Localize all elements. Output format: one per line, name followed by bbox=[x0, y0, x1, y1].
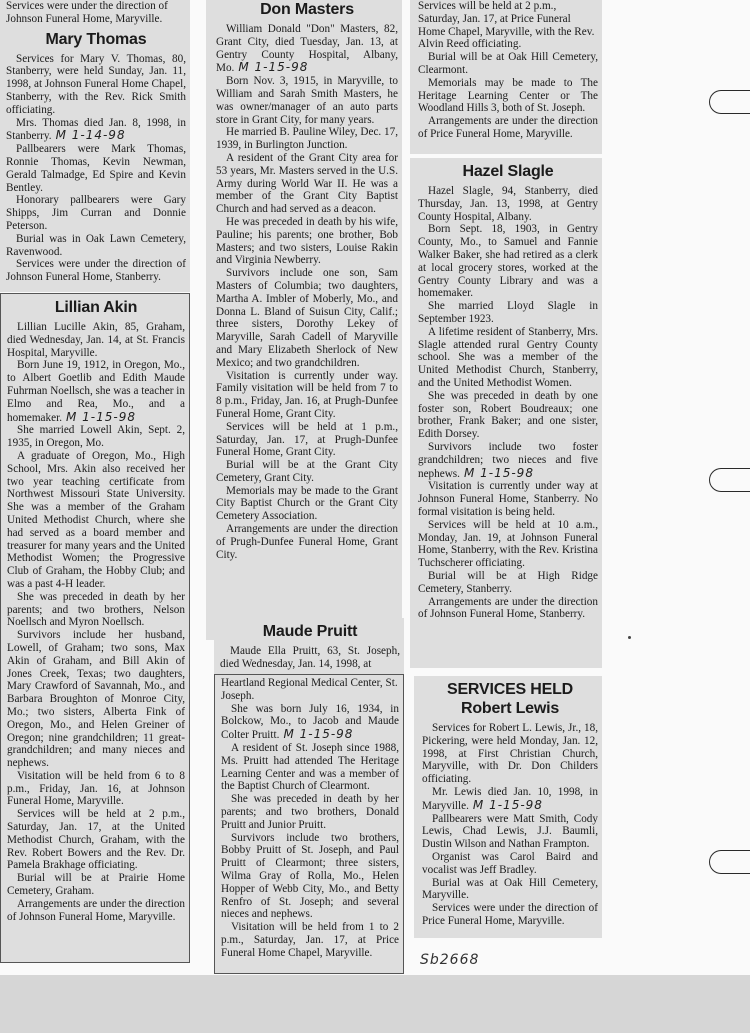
obit-paragraph: She was preceded in death by her parents; and two brothers, Donald Pruitt and Junior Pruitt. bbox=[221, 793, 399, 831]
obit-paragraph: William Donald "Don" Masters, 82, Grant City, died Tuesday, Jan. 13, at Gentry County Hospital, Albany, Mo. M 1-15-98 bbox=[216, 23, 398, 75]
obit-paragraph: Services will be held at 1 p.m., Saturday, Jan. 17, at Prugh-Dunfee Funeral Home, Grant City. bbox=[216, 420, 398, 459]
obit-paragraph: She married Lowell Akin, Sept. 2, 1935, in Oregon, Mo. bbox=[7, 424, 185, 450]
obituary-mary-thomas bbox=[0, 0, 190, 292]
obit-paragraph: A graduate of Oregon, Mo., High School, Mrs. Akin also received her two year teaching certificate from Northwest Missouri State University. She was a member of the Graham United Methodist Church, where she had served as a board member and treasurer for many years and the United Methodist Women; the Progressive Club of Graham, the Hobby Club; and was a past 4-H leader. bbox=[7, 449, 185, 590]
obit-paragraph: Memorials may be made to The Heritage Learning Center or The Woodland Hills 3, both of St. Joseph. bbox=[418, 76, 598, 115]
obit-paragraph: Born June 19, 1912, in Oregon, Mo., to Albert Goetlib and Edith Maude Fuhrman Noellsch, she was a teacher in Elmo and Rea, Mo., and a homemaker. M 1-15-98 bbox=[7, 359, 186, 424]
obit-paragraph: Memorials may be made to the Grant City Baptist Church or the Grant City Cemetery Association. bbox=[216, 484, 398, 523]
obit-paragraph: Maude Ella Pruitt, 63, St. Joseph, died Wednesday, Jan. 14, 1998, at bbox=[220, 645, 400, 670]
obit-paragraph: Arrangements are under the direction of Johnson Funeral Home, Maryville. bbox=[7, 897, 185, 923]
obit-paragraph: She was born July 16, 1934, in Bolckow, Mo., to Jacob and Maude Colter Pruitt. M 1-15-98 bbox=[221, 702, 399, 742]
obit-paragraph: Arrangements are under the direction of Prugh-Dunfee Funeral Home, Grant City. bbox=[216, 523, 398, 561]
obituary-heading: Mary Thomas bbox=[45, 30, 147, 48]
obituary-maude-pruitt-body bbox=[214, 674, 404, 974]
obit-paragraph: A lifetime resident of Stanberry, Mrs. Slagle attended rural Gentry County school. She was a member of the United Methodist Church, Stanberry, and the United Methodist Women. bbox=[418, 325, 598, 389]
obituary-robert-lewis bbox=[414, 676, 602, 938]
obit-paragraph: Born Sept. 18, 1903, in Gentry County, Mo., to Samuel and Fannie Walker Baker, she had retired as a clerk at local grocery stores, worked at the Gentry County Library and was a homemaker. bbox=[418, 223, 598, 300]
obit-paragraph: She was preceded in death by one foster son, Robert Boudreaux; one brother, Frank Baker; and one sister, Edith Dorsey. bbox=[418, 389, 598, 441]
handwritten-note: M 1-15-98 bbox=[463, 465, 534, 480]
obit-paragraph: Survivors include two brothers, Bobby Pruitt of St. Joseph, and Paul Pruitt of Clearmont; three sisters, Wilma Gray of Rolla, Mo., Helen Hopper of Webb City, Mo., and Betty Renfro of St. Joseph; and several nieces and nephews. bbox=[221, 831, 399, 921]
obit-paragraph: Born Nov. 3, 1915, in Maryville, to William and Sarah Smith Masters, he was owner/manager of an auto parts store in Grant City, for many years. bbox=[216, 75, 398, 126]
obit-paragraph: Services were under the direction of Johnson Funeral Home, Stanberry. bbox=[6, 258, 186, 284]
obit-paragraph: A resident of the Grant City area for 53 years, Mr. Masters served in the U.S. Army during World War II. He was a member of the Grant City Baptist Church and had served as a deacon. bbox=[216, 151, 398, 216]
obit-paragraph: Arrangements are under the direction of Johnson Funeral Home, Stanberry. bbox=[418, 595, 598, 621]
binder-hole bbox=[709, 90, 750, 114]
obit-paragraph: Honorary pallbearers were Gary Shipps, Jim Curran and Donnie Peterson. bbox=[6, 194, 186, 232]
obit-paragraph: Burial will be at Prairie Home Cemetery, Graham. bbox=[7, 872, 185, 898]
obit-paragraph: Services were under the direction of Price Funeral Home, Maryville. bbox=[422, 902, 598, 927]
obit-paragraph: Burial was in Oak Lawn Cemetery, Ravenwood. bbox=[6, 232, 186, 258]
obit-paragraph: Pallbearers were Mark Thomas, Ronnie Thomas, Kevin Newman, Gerald Talmadge, Ed Spire and Kevin Bentley. bbox=[6, 143, 186, 194]
obit-paragraph: Lillian Lucille Akin, 85, Graham, died Wednesday, Jan. 14, at St. Francis Hospital, Maryville. bbox=[7, 321, 185, 359]
obit-paragraph: She married Lloyd Slagle in September 1923. bbox=[418, 300, 598, 325]
obit-paragraph: Visitation is currently under way. Family visitation will be held from 7 to 8 p.m., Friday, Jan. 16, at Prugh-Dunfee Funeral Home, Grant City. bbox=[216, 369, 398, 420]
handwritten-note: M 1-15-98 bbox=[66, 409, 137, 424]
lead-in-text: Services were under the direction of Johnson Funeral Home, Maryville. bbox=[6, 0, 168, 25]
obituary-heading: Don Masters bbox=[260, 1, 354, 18]
obituary-heading: Lillian Akin bbox=[54, 299, 138, 316]
obit-paragraph: Mrs. Thomas died Jan. 8, 1998, in Stanberry. M 1-14-98 bbox=[6, 116, 186, 143]
obituary-maude-pruitt-header bbox=[214, 618, 404, 674]
obit-paragraph: Hazel Slagle, 94, Stanberry, died Thursday, Jan. 13, 1998, at Gentry County Hospital, Albany. bbox=[418, 185, 598, 223]
obit-paragraph: A resident of St. Joseph since 1988, Ms. Pruitt had attended The Heritage Learning Center and was a member of the Baptist Church of Clearmont. bbox=[221, 741, 399, 793]
obituary-heading: Hazel Slagle bbox=[462, 163, 554, 180]
page-stamp: Sb2668 bbox=[420, 952, 480, 968]
obit-paragraph: Services for Mary V. Thomas, 80, Stanberry, were held Sunday, Jan. 11, 1998, at Johnson Funeral Home Chapel, Stanberry, with the Rev. Rick Smith officiating. bbox=[6, 52, 186, 116]
obit-paragraph: Survivors include one son, Sam Masters of Columbia; two daughters, Martha A. Imbler of Moberly, Mo., and Donna L. Bland of Suisun City, Calif.; three sisters, Dorothy Lekey of Maryville, Sarah Cadell of Maryville and Mary Elizabeth Sherlock of New Mexico; and two grandchildren. bbox=[216, 267, 398, 369]
obit-paragraph: Pallbearers were Matt Smith, Cody Lewis, Chad Lewis, J.J. Baumli, Dustin Wilson and Nathan Frampton. bbox=[422, 812, 598, 851]
obit-paragraph: Visitation will be held from 1 to 2 p.m., Saturday, Jan. 17, at Price Funeral Home Chapel, Maryville. bbox=[221, 921, 399, 959]
obituary-lillian-akin bbox=[0, 293, 190, 963]
speck bbox=[628, 636, 631, 639]
obit-paragraph: Burial will be at High Ridge Cemetery, Stanberry. bbox=[418, 569, 598, 595]
obit-paragraph: Services will be held at 10 a.m., Monday, Jan. 19, at Johnson Funeral Home, Stanberry, with the Rev. Kristina Tuchscherer officiating. bbox=[418, 518, 598, 570]
handwritten-note: M 1-15-98 bbox=[472, 797, 543, 812]
obit-paragraph: Heartland Regional Medical Center, St. Joseph. bbox=[221, 677, 398, 702]
section-kicker: SERVICES HELD bbox=[446, 681, 574, 698]
handwritten-note: M 1-15-98 bbox=[238, 60, 309, 75]
obit-paragraph: Services will be held at 2 p.m., Saturday, Jan. 17, at the United Methodist Church, Graham, with the Rev. Robert Bowers and the Rev. Dr. Pamela Brakhage officiating. bbox=[7, 808, 185, 872]
obit-paragraph: Arrangements are under the direction of Price Funeral Home, Maryville. bbox=[418, 115, 598, 140]
scanner-bed bbox=[0, 975, 750, 1033]
obit-paragraph: Mr. Lewis died Jan. 10, 1998, in Maryville. M 1-15-98 bbox=[422, 785, 598, 812]
obit-paragraph: Burial will be at the Grant City Cemetery, Grant City. bbox=[216, 459, 398, 484]
obituary-heading: Maude Pruitt bbox=[262, 623, 358, 640]
binder-hole bbox=[709, 850, 750, 874]
obit-paragraph: Survivors include two foster grandchildren; two nieces and five nephews. M 1-15-98 bbox=[418, 440, 598, 480]
handwritten-note: M 1-15-98 bbox=[283, 727, 354, 742]
obit-paragraph: He was preceded in death by his wife, Pauline; his parents; one brother, Bob Masters; and two sisters, Louise Rakin and Virginia Newberry. bbox=[216, 215, 398, 267]
obituary-heading: Robert Lewis bbox=[460, 700, 560, 717]
obit-paragraph: She was preceded in death by her parents; and two brothers, Nelson Noellsch and Myron Noellsch. bbox=[7, 590, 185, 629]
obituary-hazel-slagle bbox=[410, 158, 602, 668]
obit-paragraph: Services will be held at 2 p.m., Saturday, Jan. 17, at Price Funeral Home Chapel, Maryville, with the Rev. Alvin Reed officiating. bbox=[418, 0, 595, 51]
obit-paragraph: Services for Robert L. Lewis, Jr., 18, Pickering, were held Monday, Jan. 12, 1998, at First Christian Church, Maryville, with Dr. Don Childers officiating. bbox=[422, 722, 598, 786]
obit-paragraph: Visitation will be held from 6 to 8 p.m., Friday, Jan. 16, at Johnson Funeral Home, Maryville. bbox=[7, 769, 185, 808]
obit-paragraph: Burial was at Oak Hill Cemetery, Maryville. bbox=[422, 876, 598, 902]
obit-paragraph: Burial will be at Oak Hill Cemetery, Clearmont. bbox=[418, 51, 598, 76]
obit-paragraph: Visitation is currently under way at Johnson Funeral Home, Stanberry. No formal visitation is being held. bbox=[418, 480, 598, 518]
obituary-don-masters bbox=[206, 0, 402, 640]
obit-paragraph: Survivors include her husband, Lowell, of Graham; two sons, Max Akin of Graham, and Bill Akin of Jones Creek, Texas; two daughters, Mary Crawford of Savannah, Mo., and Barbara Broughton of Monroe City, Mo.; two sisters, Alberta Fink of Oregon, Mo., and Helen Greiner of Oregon; nine grandchildren; 11 great-grandchildren; and many nieces and nephews. bbox=[7, 629, 185, 770]
binder-hole bbox=[709, 468, 750, 492]
handwritten-note: M 1-14-98 bbox=[55, 128, 126, 143]
obituary-maude-pruitt-continued bbox=[410, 0, 602, 154]
obit-paragraph: He married B. Pauline Wiley, Dec. 17, 1939, in Burlington Junction. bbox=[216, 126, 398, 152]
obit-paragraph: Organist was Carol Baird and vocalist was Jeff Bradley. bbox=[422, 850, 598, 876]
